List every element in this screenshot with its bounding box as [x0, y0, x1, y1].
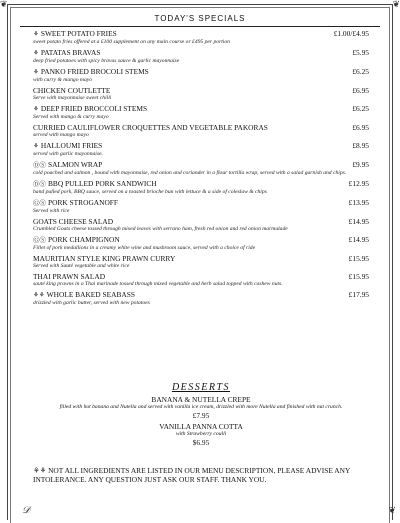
- menu-item-name-wrap: [33, 67, 149, 77]
- dietary-marker-icon: ⚘: [33, 143, 39, 150]
- menu-item-name-wrap: [33, 86, 110, 95]
- menu-item-description: Crumbled Goats cheese tossed through mixed leaves with serrano ham, fresh red onion and red onion marmalade: [33, 226, 288, 232]
- desserts-section: [33, 382, 369, 449]
- desserts-list: [33, 395, 369, 447]
- dietary-marker-icon: ⒹⓈ: [33, 181, 46, 188]
- menu-item-price: £15.95: [348, 254, 369, 263]
- menu-item-description: sweet potato fries offered at a £100 supplement on any main course or £495 per portion: [33, 39, 230, 45]
- menu-item: [33, 198, 369, 215]
- menu-item-description: with curry & mango mayo: [33, 77, 93, 83]
- menu-item-name: BBQ PULLED PORK SANDWICH: [48, 179, 157, 188]
- menu-item: [33, 141, 369, 158]
- menu-item-description: served with mango mayo: [33, 132, 89, 138]
- menu-item-row: [33, 48, 369, 58]
- allergen-notice: ⚘⚘ NOT ALL INGREDIENTS ARE LISTED IN OUR MENU DESCRIPTION, PLEASE ADVISE ANY INTOLERANCE. ANY QUESTION JUST ASK OUR STAFF. THANK YOU.: [33, 466, 351, 484]
- menu-item-row: [33, 86, 369, 95]
- menu-item-description: Fillet of pork medallions in a creamy white wine and mushroom sauce, served with a choice of ride: [33, 245, 256, 251]
- menu-item-name: CHICKEN COUTLETTE: [33, 86, 111, 95]
- menu-item-name-wrap: [33, 290, 135, 300]
- menu-item-name: PORK CHAMPIGNON: [48, 235, 120, 244]
- page-title: TODAY'S SPECIALS: [154, 14, 246, 23]
- menu-item-description: Serve with mayonnaise sweet chilli: [33, 95, 112, 101]
- corner-ornament-bottom-right: ❦: [388, 505, 396, 515]
- menu-item-row: [33, 217, 369, 226]
- menu-item: [33, 67, 369, 84]
- menu-item-description: Served with rice: [33, 208, 70, 214]
- menu-item-name: SALMON WRAP: [48, 160, 103, 169]
- menu-item-name-wrap: [33, 179, 157, 189]
- dietary-marker-icon: ⚘: [33, 31, 39, 38]
- menu-item-row: [33, 235, 369, 245]
- menu-item: [33, 29, 369, 46]
- dessert-description: filled with hot banana and Nutella and served with vanilla ice cream, drizzled with more Nutella and finished with nut crunch.: [59, 404, 343, 410]
- menu-item-name-wrap: [33, 160, 102, 170]
- menu-item-price: £12.95: [348, 179, 369, 188]
- menu-item-price: £13.95: [348, 198, 369, 207]
- menu-item-name: GOATS CHEESE SALAD: [33, 217, 114, 226]
- header-divider: [20, 26, 380, 27]
- menu-item-name-wrap: [33, 198, 118, 208]
- dessert-name: BANANA & NUTELLA CREPE: [151, 395, 251, 404]
- menu-item-name: THAI PRAWN SALAD: [33, 272, 106, 281]
- menu-item-price: £8.95: [352, 141, 369, 150]
- menu-item-name: SWEET POTATO FRIES: [40, 29, 117, 38]
- menu-item: [33, 86, 369, 102]
- menu-item-description: deep fried potatoes with spicy bravas sauce & garlic mayonnaise: [33, 58, 180, 64]
- menu-item-name: HALLOUMI FRIES: [40, 141, 103, 150]
- menu-item-name: DEEP FRIED BROCCOLI STEMS: [40, 104, 148, 113]
- menu-item: [33, 254, 369, 270]
- menu-item-description: hand pulled pork, BBQ sauce, served on a toasted brioche bun with lettuce & a side of coleslaw & chips: [33, 189, 267, 195]
- menu-item-name-wrap: [33, 272, 105, 281]
- menu-item-name: WHOLE BAKED SEABASS: [46, 290, 135, 299]
- menu-item-description: drizzled with garlic butter, served with new potatoes: [33, 300, 150, 306]
- menu-item-name-wrap: [33, 254, 175, 263]
- corner-ornament-left: ❦: [0, 0, 8, 9]
- menu-item-row: [33, 67, 369, 77]
- menu-item: [33, 217, 369, 233]
- menu-item-price: £6.95: [352, 86, 369, 95]
- menu-item-name-wrap: [33, 217, 113, 226]
- menu-item-row: [33, 290, 369, 300]
- menu-item-description: sauté king prawns in a Thai marinade tossed through mixed vegetable and herb salad topped with cashew nuts.: [33, 281, 283, 287]
- dietary-marker-icon: ⒼⓈ: [33, 200, 46, 207]
- menu-item: [33, 235, 369, 252]
- menu-item: [33, 179, 369, 196]
- menu-item-row: [33, 29, 369, 39]
- dietary-marker-icon: ⚘: [33, 106, 39, 113]
- menu-item: [33, 104, 369, 121]
- menu-item-name-wrap: [33, 29, 117, 39]
- dietary-marker-icon: ⒼⓈ: [33, 237, 46, 244]
- dessert-price: $6.95: [192, 438, 210, 447]
- menu-item-description: Served with mango & curry mayo: [33, 114, 109, 120]
- menu-item-price: £15.95: [348, 272, 369, 281]
- dietary-marker-icon: ⚘⚘: [33, 292, 45, 299]
- menu-item-name: PORK STROGANOFF: [48, 198, 119, 207]
- menu-item: [33, 160, 369, 177]
- menu-item-row: [33, 254, 369, 263]
- menu-item: [33, 123, 369, 139]
- menu-item-row: [33, 272, 369, 281]
- menu-item-row: [33, 123, 369, 132]
- menu-item-name: PANKO FRIED BROCOLI STEMS: [40, 67, 149, 76]
- menu-item-price: £6.95: [352, 123, 369, 132]
- menu-item-row: [33, 179, 369, 189]
- menu-item-row: [33, 198, 369, 208]
- menu-item-price: £14.95: [348, 217, 369, 226]
- menu-item-name-wrap: [33, 48, 101, 58]
- desserts-title: DESSERTS: [171, 382, 231, 393]
- menu-item: [33, 48, 369, 65]
- menu-item-row: [33, 104, 369, 114]
- menu-item-price: £5.95: [352, 48, 369, 57]
- menu-item-price: £6.25: [352, 104, 369, 113]
- menu-item-price: £17.95: [348, 290, 369, 299]
- specials-list: [33, 29, 369, 309]
- menu-item-description: served with garlic mayonnaise.: [33, 151, 103, 157]
- menu-item: [33, 272, 369, 288]
- dessert-name: VANILLA PANNA COTTA: [159, 422, 243, 431]
- menu-item: [33, 290, 369, 307]
- dessert-description: with Strawberry coulli: [175, 431, 227, 437]
- menu-item-name: MAURITIAN STYLE KING PRAWN CURRY: [33, 254, 176, 263]
- dietary-marker-icon: ⚘: [33, 50, 39, 57]
- menu-item-name-wrap: [33, 141, 102, 151]
- menu-item-name: CURRIED CAULIFLOWER CROQUETTES AND VEGETABLE PAKORAS: [33, 123, 268, 132]
- menu-item-name-wrap: [33, 235, 120, 245]
- menu-item-price: £9.95: [352, 160, 369, 169]
- menu-item-row: [33, 160, 369, 170]
- menu-item-name: PATATAS BRAVAS: [40, 48, 101, 57]
- dietary-marker-icon: ⚘: [33, 69, 39, 76]
- menu-item-name-wrap: [33, 123, 268, 132]
- menu-item-price: £14.95: [348, 235, 369, 244]
- menu-item-description: Served with Sauté vegetable and white rice: [33, 263, 130, 269]
- corner-ornament-right: ❦: [392, 0, 400, 9]
- dietary-marker-icon: ⒹⓈ: [33, 162, 46, 169]
- menu-item-name-wrap: [33, 104, 147, 114]
- dessert-price: £7.95: [192, 411, 210, 420]
- menu-item-description: cold poached and salmon , bound with mayonnaise, red onion and coriander in a flour tortilla wrap, served with a salad garnish and chips.: [33, 170, 347, 176]
- menu-item-row: [33, 141, 369, 151]
- logo-mark: 𝒟: [22, 505, 30, 516]
- menu-item-price: £1.00/£4.95: [333, 29, 369, 38]
- menu-item-price: £6.25: [352, 67, 369, 76]
